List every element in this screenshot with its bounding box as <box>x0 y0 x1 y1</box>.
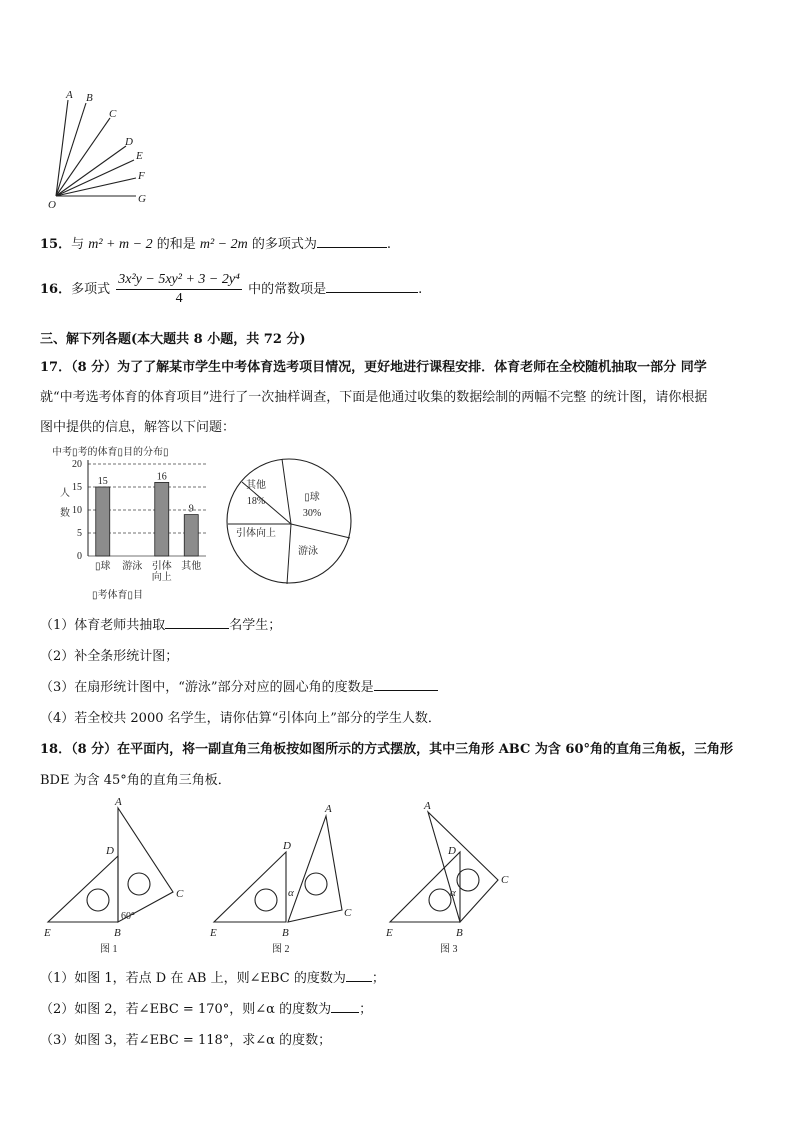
bar <box>155 482 169 556</box>
q18-sub3: （3）如图 3，若∠EBC = 118°，求∠α 的度数； <box>40 1033 332 1048</box>
ray-label: O <box>48 199 56 211</box>
q17-sub2: （2）补全条形统计图； <box>40 649 179 664</box>
x-tick-label: 游泳 <box>122 561 143 572</box>
fig-label: D <box>106 845 114 857</box>
q16-numerator: 3x²y − 5xy² + 3 − 2y⁴ <box>116 272 242 290</box>
q18-sub2-blank[interactable] <box>331 1000 359 1013</box>
q17-sub3-blank[interactable] <box>374 678 438 691</box>
fig-label: 60° <box>121 911 135 922</box>
q16-answer-blank[interactable] <box>326 280 418 293</box>
q17-sub4: （4）若全校共 2000 名学生，请你估算“引体向上”部分的学生人数． <box>40 711 441 726</box>
question-16: 16．多项式 $\frac{\text{3x²y − 5xy² + 3 − 2y⁴}}{4}$ 中的常数项是 . <box>40 272 423 306</box>
pie-slice-label: 游泳 <box>298 546 318 557</box>
y-tick-label: 10 <box>72 505 82 516</box>
bar-value-label: 15 <box>97 476 108 487</box>
q17-sub1: （1）体育老师共抽取 名学生； <box>40 618 282 633</box>
y-tick-label: 0 <box>77 551 82 562</box>
x-axis-label: ▯考体育▯目 <box>92 590 144 601</box>
fig-label: C <box>501 874 509 886</box>
q17-sub1-blank[interactable] <box>165 616 229 629</box>
q15-expr2: m² − 2m <box>199 237 248 252</box>
triangle-figures <box>40 798 530 958</box>
pie-slice-percent: 30% <box>302 508 322 519</box>
fig-label: A <box>424 800 431 812</box>
fig-label: D <box>283 840 291 852</box>
pie-outline <box>227 459 351 583</box>
ray-label: E <box>136 150 143 162</box>
pie-slice-boundary <box>282 459 291 524</box>
pie-slice-label: 其他 <box>246 480 266 491</box>
x-tick-label: 引体 <box>151 561 172 572</box>
ray-label: A <box>66 89 73 101</box>
x-tick-label: ▯球 <box>94 561 111 572</box>
pie-chart <box>224 456 354 586</box>
q17-line-3: 图中提供的信息，解答以下问题： <box>40 420 236 435</box>
fig-label: D <box>448 845 456 857</box>
y-tick-label: 15 <box>72 482 82 493</box>
y-tick-label: 5 <box>77 528 82 539</box>
q18-sub2: （2）如图 2，若∠EBC = 170°，则∠α 的度数为 ； <box>40 1002 373 1017</box>
x-tick-label: 其他 <box>181 561 202 572</box>
ray-label: D <box>125 136 133 148</box>
fig-label: B <box>114 927 121 939</box>
chart-title: 中考▯考的体育▯目的分布▯ <box>52 447 169 458</box>
fig-label: α <box>288 887 294 899</box>
y-axis-label: 数 <box>60 508 70 519</box>
y-tick-label: 20 <box>72 459 82 470</box>
section-heading: 三、解下列各题(本大题共 8 小题，共 72 分) <box>40 332 306 347</box>
q18-sub1-blank[interactable] <box>346 969 372 982</box>
bar-chart <box>52 444 212 604</box>
pie-slice-boundary <box>287 524 291 584</box>
fig-label: B <box>456 927 463 939</box>
bar-value-label: 9 <box>188 503 194 515</box>
bar <box>96 487 110 556</box>
bar-value-label: 16 <box>156 471 167 483</box>
q18-sub1: （1）如图 1，若点 D 在 AB 上，则∠EBC 的度数为 ； <box>40 971 385 986</box>
fig-caption: 图 1 <box>100 944 118 955</box>
q16-denominator: 4 <box>175 291 183 306</box>
fig-label: C <box>176 888 184 900</box>
q16-fraction <box>116 272 242 307</box>
q17-sub3: （3）在扇形统计图中，“游泳”部分对应的圆心角的度数是 <box>40 676 438 695</box>
fig-label: E <box>386 927 393 939</box>
pie-slice-label: 引体向上 <box>236 528 276 539</box>
q16-number: 16． <box>40 282 72 297</box>
ray-label: C <box>109 108 117 120</box>
q17-line-1: 17．（8 分）为了了解某市学生中考体育选考项目情况，更好地进行课程安排．体育老师在全校随机抽取一部分 同学 <box>40 360 707 375</box>
fig-label: A <box>325 803 332 815</box>
fig-label: C <box>344 907 352 919</box>
question-15: 15．与 m² + m − 2 的和是 m² − 2m 的多项式为 . <box>40 237 392 252</box>
fig-label: E <box>210 927 217 939</box>
pie-slice-percent: 18% <box>246 496 266 507</box>
ray-label: F <box>138 170 145 182</box>
fig-label: α <box>450 887 456 899</box>
bar <box>184 515 198 556</box>
q18-line-1: 18．（8 分）在平面内，将一副直角三角板按如图所示的方式摆放，其中三角形 ABC 为含 60°角的直角三角板，三角形 <box>40 742 733 757</box>
pie-slice-label: ▯球 <box>304 492 320 503</box>
y-axis-label: 人 <box>60 488 70 499</box>
q15-answer-blank[interactable] <box>317 235 387 248</box>
q15-expr1: m² + m − 2 <box>88 237 153 252</box>
fig-label: B <box>282 927 289 939</box>
fig-label: A <box>115 798 122 808</box>
ray-label: B <box>86 92 93 104</box>
pie-slice-boundary <box>291 524 350 538</box>
x-tick-label: 向上 <box>151 572 172 583</box>
fig-caption: 图 2 <box>272 944 290 955</box>
q15-number: 15． <box>40 237 72 252</box>
fig-caption: 图 3 <box>440 944 458 955</box>
ray-label: G <box>138 193 146 205</box>
q17-line-2: 就“中考选考体育的体育项目”进行了一次抽样调查，下面是他通过收集的数据绘制的两幅不完整 的统计图，请你根据 <box>40 390 708 405</box>
angle-rays-figure <box>44 86 164 214</box>
q18-line-2: BDE 为含 45°角的直角三角板． <box>40 773 231 788</box>
fig-label: E <box>44 927 51 939</box>
